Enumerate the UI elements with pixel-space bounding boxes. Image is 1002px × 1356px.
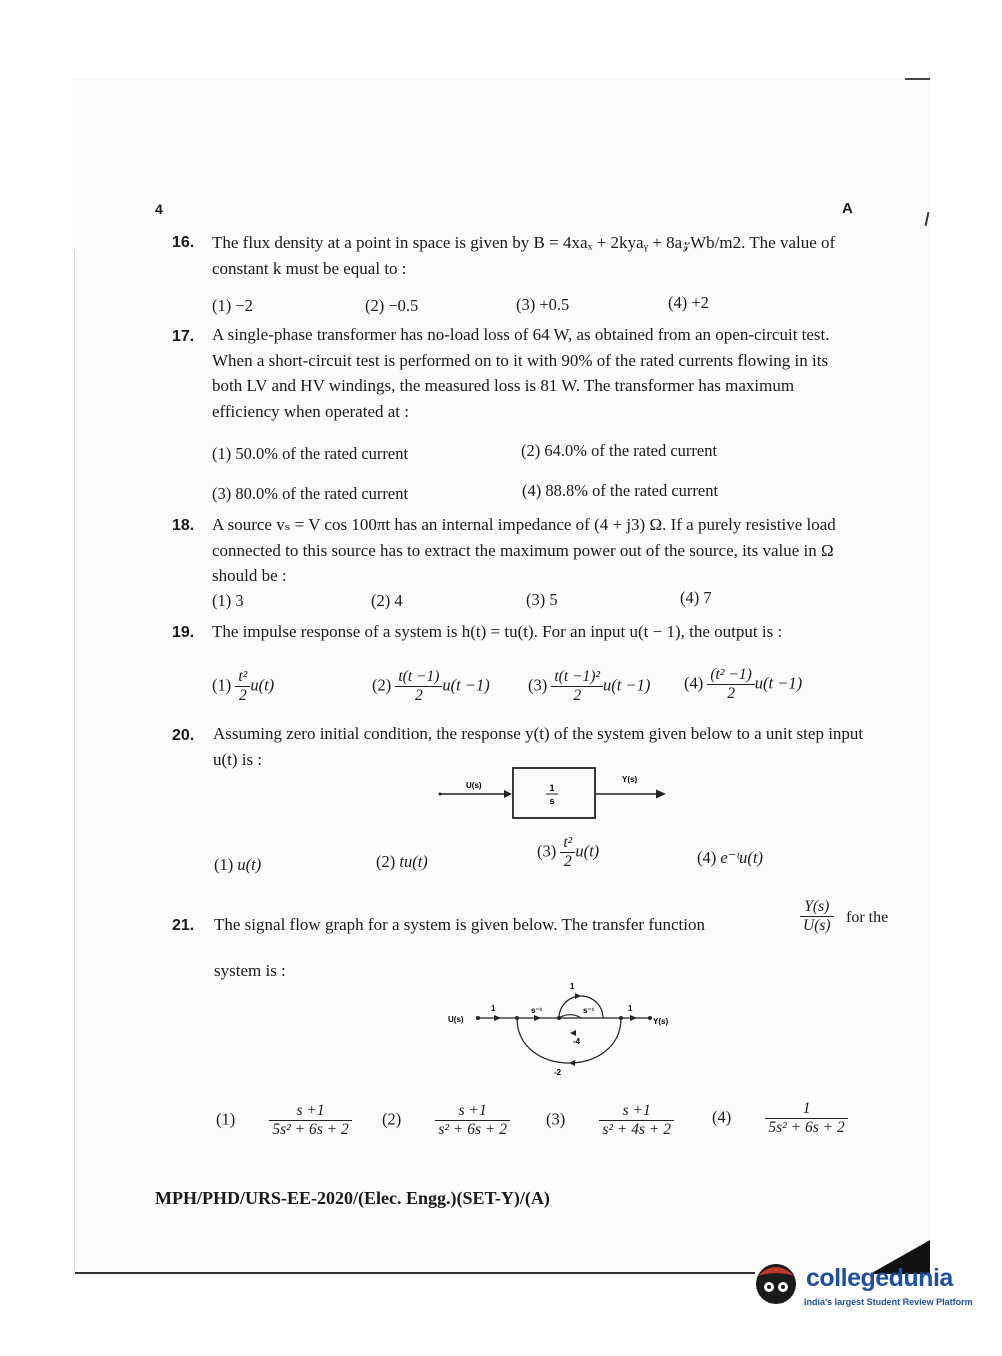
collegedunia-logo-icon	[748, 1256, 804, 1312]
question-number: 18.	[172, 517, 195, 534]
option: (4) +2	[668, 293, 709, 312]
option-label: (3)	[528, 675, 548, 695]
fraction-numerator: (t² −1)	[710, 666, 752, 683]
question-text-line2: system is :	[214, 961, 286, 980]
branch-arrow	[534, 1015, 541, 1021]
fraction-denominator: 5s² + 6s + 2	[269, 1120, 351, 1139]
fraction-denominator: 2	[395, 686, 442, 705]
option-fraction	[546, 1102, 674, 1139]
fraction-denominator: 2	[551, 686, 603, 705]
question-text: Assuming zero initial condition, the response y(t) of the system given below to a unit step input u(t) is :	[213, 724, 864, 769]
fraction-denominator: U(s)	[800, 916, 834, 935]
fraction	[707, 666, 754, 703]
fraction-numerator: t(t −1)	[398, 668, 440, 685]
question-number: 19.	[172, 624, 195, 641]
gain-label: s⁻¹	[583, 1006, 595, 1015]
option: (2) 4	[371, 591, 403, 610]
branch-arrow	[630, 1015, 637, 1021]
footer-code: MPH/PHD/URS-EE-2020/(Elec. Engg.)(SET-Y)/(A)	[155, 1188, 550, 1208]
node-output	[648, 1016, 652, 1020]
fraction-numerator: t²	[238, 668, 248, 685]
block-numerator: 1	[549, 783, 555, 793]
graph-output-label: Y(s)	[653, 1017, 669, 1026]
option	[214, 855, 261, 875]
input-arrow	[504, 790, 512, 798]
fraction-denominator: 2	[707, 684, 754, 703]
scan-edge-top	[905, 78, 930, 80]
question-text: A single-phase transformer has no-load loss of 64 W, as obtained from an open-circuit test. When a short-circuit test is performed on to it with 90% of the rated currents flowing in its both LV and HV windings, the measured loss is 81 W. The transformer has maximum efficiency when operated at :	[212, 325, 830, 421]
fraction-denominator: 2	[560, 852, 575, 871]
set-code: A	[842, 200, 853, 217]
option-fraction	[537, 834, 599, 871]
fraction-numerator: 1	[802, 1100, 811, 1117]
option: (1) 3	[212, 591, 244, 610]
option-label: (2)	[382, 1109, 402, 1129]
option-label: (4)	[684, 673, 704, 693]
option-label: (2)	[372, 675, 392, 695]
option: (2) −0.5	[365, 296, 419, 315]
option-fraction	[212, 668, 274, 705]
option-tail: u(t −1)	[754, 673, 803, 693]
question-number: 17.	[172, 328, 195, 345]
fraction	[560, 834, 575, 871]
node-input	[476, 1016, 480, 1020]
question-number: 20.	[172, 727, 195, 744]
option-label: (4)	[712, 1107, 732, 1127]
option-tail: u(t)	[250, 675, 275, 695]
option: (4) 7	[680, 588, 712, 607]
loop-arrow	[570, 1030, 576, 1036]
gain-label: s⁻¹	[531, 1006, 543, 1015]
fraction	[235, 668, 250, 705]
fraction-denominator: 2	[235, 686, 250, 705]
fraction-denominator: s² + 6s + 2	[435, 1120, 510, 1139]
question-text: The flux density at a point in space is given by B = 4xaₓ + 2kyaᵧ + 8a𝓏Wb/m2. The value of constant k must be equal to :	[212, 233, 836, 278]
option: (4) 88.8% of the rated current	[522, 481, 719, 500]
option: (1) 50.0% of the rated current	[212, 444, 409, 463]
fraction-numerator: s +1	[296, 1102, 325, 1119]
fraction	[800, 898, 834, 935]
option-text: tu(t)	[399, 852, 428, 871]
fraction-numerator: s +1	[458, 1102, 487, 1119]
scan-edge-left	[74, 250, 75, 1270]
gain-label: 1	[628, 1004, 633, 1013]
option-fraction	[684, 666, 802, 703]
option-text: e⁻ᵗu(t)	[720, 848, 764, 867]
fraction-denominator: 5s² + 6s + 2	[765, 1118, 847, 1137]
option-fraction	[712, 1100, 848, 1137]
brand-name: collegedunia	[806, 1264, 953, 1292]
question-text: A source vₛ = V cos 100πt has an internal impedance of (4 + j3) Ω. If a purely resistive load connected to this source has to extract the maximum power out of the source, its value in Ω should be :	[212, 515, 836, 585]
block-diagram	[430, 764, 680, 826]
option-label: (1)	[216, 1109, 236, 1129]
option: (3) +0.5	[516, 295, 570, 314]
fraction-numerator: Y(s)	[804, 898, 830, 915]
option-label: (1)	[214, 855, 234, 874]
option-text: u(t)	[237, 855, 262, 874]
option-label: (2)	[376, 852, 396, 871]
graph-input-label: U(s)	[448, 1015, 464, 1024]
branch-arrow	[494, 1015, 501, 1021]
option-label: (4)	[697, 848, 717, 867]
question-number: 21.	[172, 917, 195, 934]
fraction-denominator: s² + 4s + 2	[599, 1120, 674, 1139]
option: (2) 64.0% of the rated current	[521, 441, 718, 460]
option: (3) 80.0% of the rated current	[212, 484, 409, 503]
fraction	[551, 668, 603, 705]
gain-label: 1	[491, 1004, 496, 1013]
output-label: Y(s)	[622, 775, 638, 784]
gain-label: 1	[570, 982, 575, 991]
fraction-numerator: t²	[563, 834, 573, 851]
loop-arrow	[575, 993, 581, 999]
gain-label: -4	[573, 1037, 581, 1046]
option-fraction	[528, 668, 650, 705]
option: (3) 5	[526, 590, 558, 609]
option: (1) −2	[212, 296, 253, 315]
brand-tagline: India's largest Student Review Platform	[804, 1297, 973, 1307]
page-number: 4	[155, 201, 163, 217]
option-label: (1)	[212, 675, 232, 695]
transfer-function-fraction	[800, 898, 834, 935]
question-number: 16.	[172, 234, 195, 251]
loop-arrow	[569, 1060, 575, 1066]
option-label: (3)	[537, 841, 557, 861]
option-fraction	[372, 668, 490, 705]
fraction	[765, 1100, 847, 1137]
question-text: The impulse response of a system is h(t) = tu(t). For an input u(t − 1), the output is :	[212, 622, 783, 641]
transfer-block	[513, 768, 595, 818]
fraction	[599, 1102, 674, 1139]
option-tail: u(t −1)	[442, 675, 490, 695]
gain-label: -2	[554, 1068, 562, 1077]
input-dot	[439, 793, 442, 796]
option-fraction	[216, 1102, 352, 1139]
fraction-numerator: t(t −1)²	[554, 668, 601, 685]
loop-outer	[517, 1018, 621, 1063]
signal-flow-graph	[445, 978, 690, 1078]
fraction-numerator: s +1	[622, 1102, 651, 1119]
fraction	[435, 1102, 510, 1139]
option-label: (3)	[546, 1109, 566, 1129]
fraction	[395, 668, 442, 705]
fraction	[269, 1102, 351, 1139]
input-label: U(s)	[466, 781, 482, 790]
scan-edge-bottom	[75, 1272, 755, 1274]
question-text: The signal flow graph for a system is given below. The transfer function	[214, 915, 705, 934]
option	[376, 852, 428, 872]
output-arrow	[656, 790, 666, 799]
option-tail: u(t)	[575, 841, 600, 861]
option-fraction	[382, 1102, 510, 1139]
block-denominator: s	[549, 796, 555, 806]
option	[697, 848, 763, 868]
question-text-continued: for the	[846, 909, 889, 926]
option-tail: u(t −1)	[603, 675, 651, 695]
